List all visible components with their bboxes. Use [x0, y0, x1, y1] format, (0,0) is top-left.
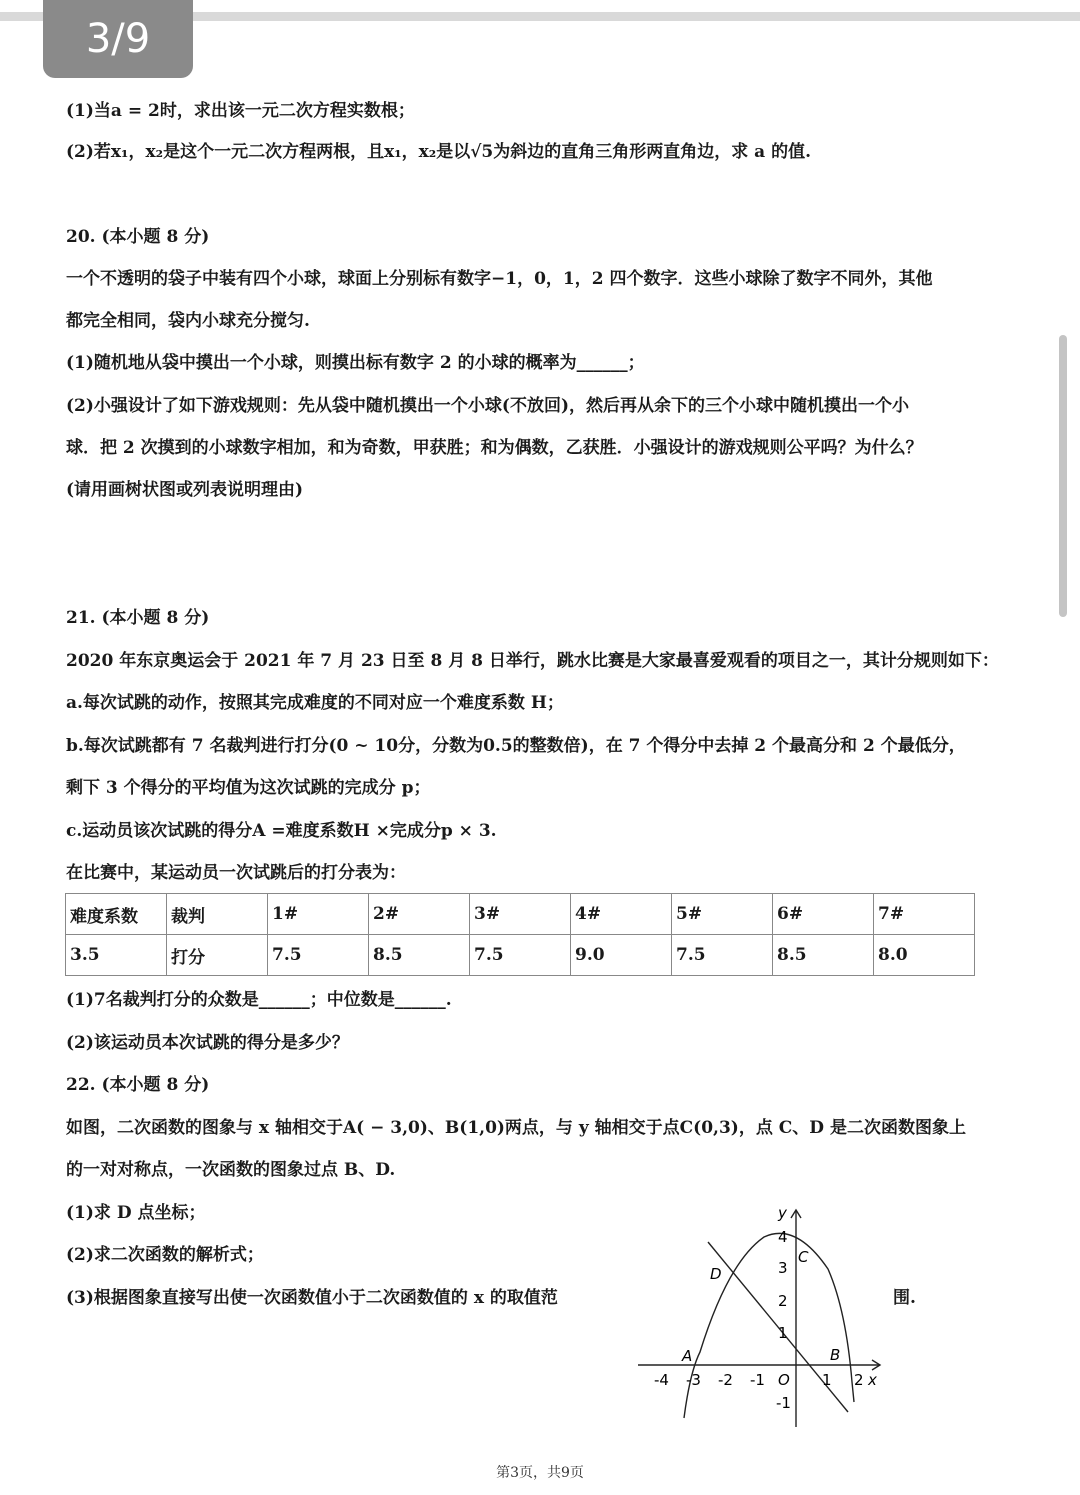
score-table-data-row: [66, 935, 975, 976]
q21-part1: (1)7名裁判打分的众数是______；中位数是______.: [66, 990, 452, 1010]
table-cell: 8.5: [773, 935, 874, 976]
x-tick-label: -4: [654, 1371, 669, 1389]
function-graph: [632, 1202, 892, 1432]
table-cell: 7.5: [268, 935, 369, 976]
table-cell: 打分: [167, 935, 268, 976]
table-cell: 9.0: [571, 935, 672, 976]
q22-part3: (3)根据图象直接写出使一次函数值小于二次函数值的 x 的取值范: [66, 1288, 558, 1308]
q21-header: 21. (本小题 8 分): [66, 608, 210, 628]
q20-stem-line1: 一个不透明的袋子中装有四个小球，球面上分别标有数字−1，0，1，2 四个数字．这些小球除了数字不同外，其他: [66, 269, 933, 289]
q21-table-intro: 在比赛中，某运动员一次试跳后的打分表为：: [66, 863, 406, 883]
scrollbar-thumb[interactable]: [1059, 335, 1067, 617]
q22-header: 22. (本小题 8 分): [66, 1075, 210, 1095]
table-cell: 裁判: [167, 894, 268, 935]
score-table-header-row: [66, 894, 975, 935]
y-tick-label: 2: [778, 1292, 788, 1310]
table-cell: 1#: [268, 894, 369, 935]
table-cell: 2#: [369, 894, 470, 935]
table-cell: 8.0: [874, 935, 975, 976]
table-cell: 7#: [874, 894, 975, 935]
q21-part2: (2)该运动员本次试跳的得分是多少？: [66, 1033, 349, 1053]
q22-part3-end: 围.: [893, 1288, 916, 1308]
point-label-d: D: [710, 1265, 722, 1283]
q20-part2-line2: 球．把 2 次摸到的小球数字相加，和为奇数，甲获胜；和为偶数，乙获胜．小强设计的游戏规则公平吗？为什么？: [66, 438, 923, 458]
q21-stem: 2020 年东京奥运会于 2021 年 7 月 23 日至 8 月 8 日举行，跳水比赛是大家最喜爱观看的项目之一，其计分规则如下：: [66, 651, 999, 671]
table-cell: 8.5: [369, 935, 470, 976]
q21-rule-a: a.每次试跳的动作，按照其完成难度的不同对应一个难度系数 H；: [66, 693, 564, 713]
y-tick-label: 4: [778, 1228, 788, 1246]
parabola-curve: [684, 1233, 854, 1418]
q21-rule-b-line2: 剩下 3 个得分的平均值为这次试跳的完成分 p；: [66, 778, 431, 798]
x-axis-label: x: [868, 1371, 877, 1389]
y-tick-label: 1: [778, 1324, 788, 1342]
table-cell: 3#: [470, 894, 571, 935]
y-axis-label: y: [778, 1204, 787, 1222]
point-label-a: A: [682, 1347, 693, 1365]
table-cell: 6#: [773, 894, 874, 935]
origin-label: O: [778, 1371, 790, 1389]
q20-part1: (1)随机地从袋中摸出一个小球，则摸出标有数字 2 的小球的概率为______；: [66, 353, 645, 373]
q20-part2-line1: (2)小强设计了如下游戏规则：先从袋中随机摸出一个小球(不放回)，然后再从余下的三个小球中随机摸出一个小: [66, 396, 910, 416]
score-table: [65, 893, 975, 976]
q20-stem-line2: 都完全相同，袋内小球充分搅匀.: [66, 311, 310, 331]
page-indicator: 3/9: [43, 0, 193, 78]
x-tick-label: -2: [718, 1371, 733, 1389]
q19-part2: (2)若x₁，x₂是这个一元二次方程两根，且x₁，x₂是以√5为斜边的直角三角形两直角边，求 a 的值.: [66, 142, 812, 162]
q20-header: 20. (本小题 8 分): [66, 227, 210, 247]
page-footer: 第3页，共9页: [496, 1465, 584, 1481]
y-tick-label: -1: [776, 1394, 791, 1412]
x-tick-label: 1: [822, 1371, 832, 1389]
table-cell: 7.5: [672, 935, 773, 976]
y-tick-label: 3: [778, 1259, 788, 1277]
x-tick-label: 2: [854, 1371, 864, 1389]
q21-rule-c: c.运动员该次试跳的得分A =难度系数H ×完成分p × 3.: [66, 821, 497, 841]
q22-stem-line2: 的一对对称点，一次函数的图象过点 B、D.: [66, 1160, 396, 1180]
q19-part1: (1)当a = 2时，求出该一元二次方程实数根；: [66, 101, 415, 121]
table-cell: 难度系数: [66, 894, 167, 935]
q22-part2: (2)求二次函数的解析式；: [66, 1245, 264, 1265]
q22-part1: (1)求 D 点坐标；: [66, 1203, 206, 1223]
table-cell: 4#: [571, 894, 672, 935]
q21-rule-b-line1: b.每次试跳都有 7 名裁判进行打分(0 ~ 10分，分数为0.5的整数倍)，在 7 个得分中去掉 2 个最高分和 2 个最低分，: [66, 736, 966, 756]
table-cell: 5#: [672, 894, 773, 935]
q22-stem-line1: 如图，二次函数的图象与 x 轴相交于A( − 3,0)、B(1,0)两点，与 y 轴相交于点C(0,3)，点 C、D 是二次函数图象上: [66, 1118, 966, 1138]
x-tick-label: -1: [750, 1371, 765, 1389]
table-cell: 7.5: [470, 935, 571, 976]
table-cell: 3.5: [66, 935, 167, 976]
point-label-b: B: [830, 1346, 841, 1364]
point-label-c: C: [798, 1248, 809, 1266]
q20-part2-line3: (请用画树状图或列表说明理由): [66, 480, 304, 500]
x-tick-label: -3: [686, 1371, 701, 1389]
